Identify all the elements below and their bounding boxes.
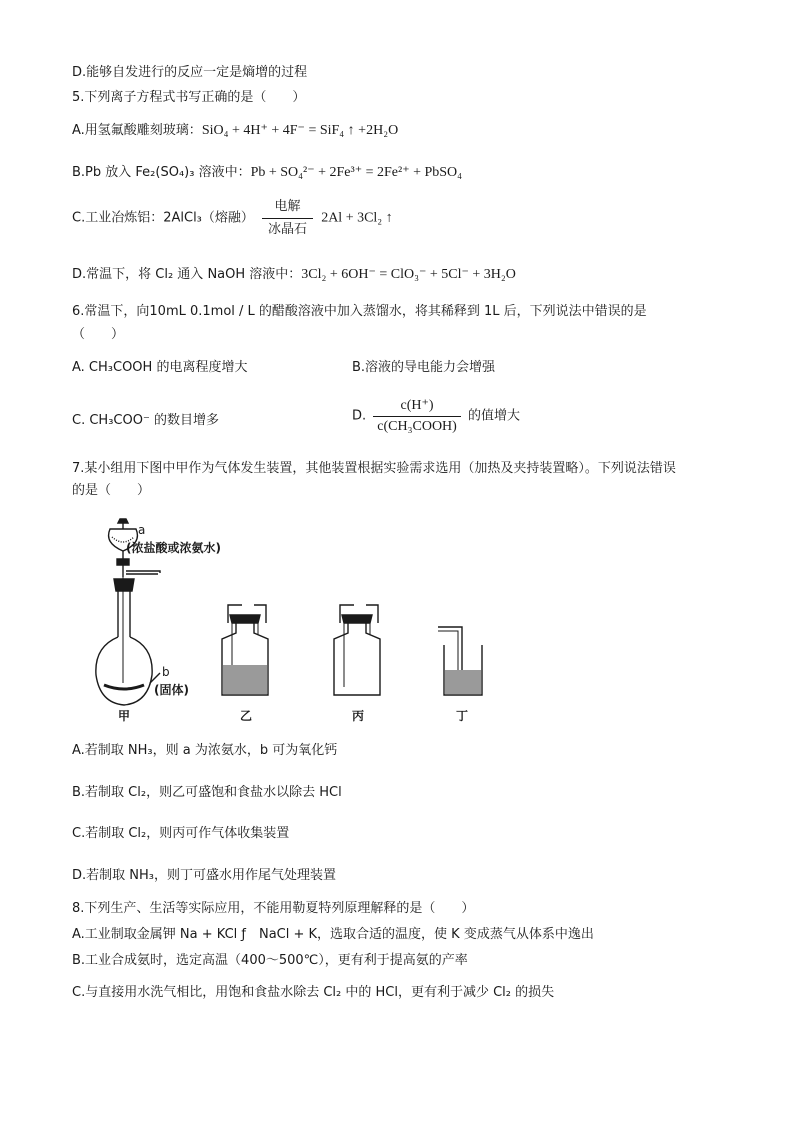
q5-option-c bbox=[72, 198, 393, 239]
q8-option-a: A.工业制取金属钾 Na + KCl ƒ NaCl + K，选取合适的温度，使 K 变成蒸气从体系中逸出 bbox=[72, 927, 594, 942]
q7-option-c: C.若制取 Cl₂，则丙可作气体收集装置 bbox=[72, 826, 290, 841]
label-funnel-liquid: (浓盐酸或浓氨水) bbox=[126, 541, 221, 555]
q7-option-d: D.若制取 NH₃，则丁可盛水用作尾气处理装置 bbox=[72, 868, 336, 883]
q5a-text: A.用氢氟酸雕刻玻璃： bbox=[72, 123, 202, 138]
question-8: 8.下列生产、生活等实际应用，不能用勒夏特列原理解释的是（ ） bbox=[72, 901, 475, 916]
question-5: 5.下列离子方程式书写正确的是（ ） bbox=[72, 90, 306, 105]
condition-bottom: 冰晶石 bbox=[262, 218, 313, 239]
label-ding: 丁 bbox=[456, 709, 469, 723]
q7-option-a: A.若制取 NH₃，则 a 为浓氨水，b 可为氧化钙 bbox=[72, 743, 338, 758]
q6d-fraction bbox=[373, 397, 461, 436]
q5c-text: C.工业冶炼铝：2AlCl₃（熔融） bbox=[72, 210, 254, 226]
reaction-condition bbox=[262, 198, 313, 239]
question-7-line1: 7.某小组用下图中甲作为气体发生装置，其他装置根据实验需求选用（加热及夹持装置略）。下列说法错误 bbox=[72, 461, 676, 476]
label-yi: 乙 bbox=[240, 709, 253, 723]
q5c-right: 2Al + 3Cl₂ ↑ bbox=[321, 210, 393, 226]
label-solid: (固体) bbox=[154, 683, 189, 697]
q5-option-b bbox=[72, 164, 462, 182]
label-bing: 丙 bbox=[352, 709, 365, 723]
q8-option-c: C.与直接用水洗气相比，用饱和食盐水除去 Cl₂ 中的 HCl，更有利于减少 Cl₂ 的损失 bbox=[72, 985, 555, 1000]
q5b-text: B.Pb 放入 Fe₂(SO₄)₃ 溶液中： bbox=[72, 165, 251, 180]
question-6-line1: 6.常温下，向10mL 0.1mol / L 的醋酸溶液中加入蒸馏水，将其稀释到 1L 后，下列说法中错误的是 bbox=[72, 304, 647, 319]
d-option-q4: D.能够自发进行的反应一定是熵增的过程 bbox=[72, 65, 308, 80]
q5a-eq: SiO₄ + 4H⁺ + 4F⁻ = SiF₄ ↑ +2H₂O bbox=[201, 123, 399, 138]
q5d-eq: 3Cl₂ + 6OH⁻ = ClO₃⁻ + 5Cl⁻ + 3H₂O bbox=[301, 267, 516, 282]
q6d-post: 的值增大 bbox=[467, 408, 520, 424]
q6-option-a: A. CH₃COOH 的电离程度增大 bbox=[72, 360, 248, 375]
q6-option-b: B.溶液的导电能力会增强 bbox=[352, 360, 496, 375]
q6-option-c: C. CH₃COO⁻ 的数目增多 bbox=[72, 413, 219, 428]
q5-option-d bbox=[72, 266, 516, 284]
apparatus-figure bbox=[90, 515, 510, 725]
q5-option-a bbox=[72, 122, 398, 140]
question-6-line2: （ ） bbox=[72, 327, 125, 342]
condition-top: 电解 bbox=[274, 199, 301, 214]
label-jia: 甲 bbox=[118, 709, 131, 723]
q5b-eq: Pb + SO₄²⁻ + 2Fe³⁺ = 2Fe²⁺ + PbSO₄ bbox=[250, 165, 463, 180]
q6-option-d bbox=[352, 397, 520, 436]
q5d-text: D.常温下，将 Cl₂ 通入 NaOH 溶液中： bbox=[72, 267, 302, 282]
q6d-denominator: c(CH₃COOH) bbox=[373, 416, 461, 436]
label-b: b bbox=[162, 665, 170, 679]
q7-option-b: B.若制取 Cl₂，则乙可盛饱和食盐水以除去 HCl bbox=[72, 785, 342, 800]
q8-option-b: B.工业合成氨时，选定高温（400～500℃），更有利于提高氨的产率 bbox=[72, 953, 468, 968]
label-a: a bbox=[138, 523, 146, 537]
q6d-pre: D. bbox=[352, 408, 367, 424]
q6d-numerator: c(H⁺) bbox=[400, 398, 434, 413]
question-7-line2: 的是（ ） bbox=[72, 483, 151, 498]
